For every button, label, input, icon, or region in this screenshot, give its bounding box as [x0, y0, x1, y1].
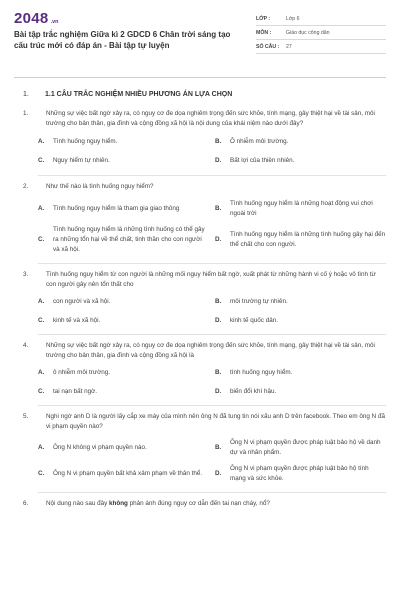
meta-row-class — [256, 12, 386, 26]
logo-suffix: .vn — [50, 19, 59, 25]
option-letter: D. — [215, 236, 222, 243]
option-text: Ô nhiễm môi trường. — [230, 138, 289, 145]
question-separator — [38, 263, 386, 264]
question-3 — [23, 270, 386, 326]
question-5 — [23, 412, 386, 484]
option-c[interactable] — [38, 156, 209, 166]
options — [38, 137, 386, 166]
meta-row-count — [256, 40, 386, 54]
option-letter: B. — [215, 205, 222, 212]
option-d[interactable] — [215, 225, 386, 255]
option-letter: D. — [215, 470, 222, 477]
meta-key: MÔN : — [256, 29, 272, 36]
question-6 — [23, 499, 386, 509]
option-a[interactable] — [38, 438, 209, 458]
option-b[interactable] — [215, 368, 386, 378]
option-text: biến đổi khí hậu. — [230, 388, 277, 395]
option-text: kinh tế và xã hội. — [53, 317, 101, 324]
option-letter: B. — [215, 444, 222, 451]
option-d[interactable] — [215, 156, 386, 166]
option-c[interactable] — [38, 464, 209, 484]
options — [38, 297, 386, 326]
option-d[interactable] — [215, 464, 386, 484]
section-title: 1.1 CÂU TRẮC NGHIỆM NHIỀU PHƯƠNG ÁN LỰA CHỌN — [45, 91, 233, 98]
option-c[interactable] — [38, 316, 209, 326]
option-letter: C. — [38, 317, 45, 324]
option-letter: B. — [215, 298, 222, 305]
option-letter: D. — [215, 157, 222, 164]
question-number: 4. — [23, 342, 29, 349]
option-a[interactable] — [38, 199, 209, 219]
option-text: ô nhiễm môi trường. — [53, 369, 110, 376]
header — [14, 10, 386, 72]
option-text: kinh tế quốc dân. — [230, 317, 278, 324]
header-left — [14, 10, 239, 51]
question-number-spacer — [23, 109, 38, 129]
option-text: Tình huống nguy hiểm là những hoạt động vui chơi ngoài trời — [230, 200, 373, 217]
option-letter: A. — [38, 138, 45, 145]
options — [38, 368, 386, 397]
question-text-emphasis: không — [109, 500, 128, 507]
option-text: Bất lợi của thiên nhiên. — [230, 157, 295, 164]
option-letter: A. — [38, 369, 45, 376]
option-letter: D. — [215, 317, 222, 324]
meta-key: LỚP : — [256, 15, 271, 22]
question-text-pre: Nội dung nào sau đây — [46, 500, 110, 507]
question-number: 3. — [23, 271, 29, 278]
meta-value: Lớp 6 — [286, 15, 300, 22]
meta-key: SỐ CÂU : — [256, 43, 280, 50]
document-title: Bài tập trắc nghiệm Giữa kì 2 GDCD 6 Chân trời sáng tạo cấu trúc mới có đáp án - Bài tập tự luyện — [14, 30, 231, 50]
option-letter: A. — [38, 298, 45, 305]
option-letter: A. — [38, 444, 45, 451]
options — [38, 199, 386, 255]
question-number: 1. — [23, 110, 29, 117]
question-separator — [38, 492, 386, 493]
question-separator — [38, 334, 386, 335]
option-d[interactable] — [215, 316, 386, 326]
question-separator — [38, 405, 386, 406]
option-text: Ông N vi phạm quyền bất khả xâm phạm về thân thể. — [53, 470, 203, 477]
option-letter: C. — [38, 236, 45, 243]
option-text: tình huống nguy hiểm. — [230, 369, 293, 376]
option-text: con người và xã hội. — [53, 298, 111, 305]
meta-value: Giáo dục công dân — [286, 29, 330, 36]
question-text: Tình huống nguy hiểm từ con người là những mối nguy hiểm bất ngờ, xuất phát từ những hành vi cố ý hoặc vô tình từ con người gây nên tổn thất cho — [46, 271, 376, 288]
option-text: tai nạn bất ngờ. — [53, 388, 98, 395]
meta-table — [256, 12, 386, 54]
option-letter: C. — [38, 470, 45, 477]
question-number: 2. — [23, 183, 29, 190]
question-text: Những sự việc bất ngờ xảy ra, có nguy cơ đe dọa nghiêm trọng đến sức khỏe, tính mạng, gây thiệt hại về tài sản, môi trường cho bản thân, gia đình và cộng đồng xã hội là nội dung của khái niệm nào dưới đây? — [46, 110, 375, 127]
option-letter: B. — [215, 138, 222, 145]
option-a[interactable] — [38, 368, 209, 378]
option-text: Ông N không vi phạm quyền nào. — [53, 444, 147, 451]
option-text: Nguy hiểm tự nhiên. — [53, 157, 110, 164]
option-c[interactable] — [38, 387, 209, 397]
option-c[interactable] — [38, 225, 209, 255]
question-text: Như thế nào là tình huống nguy hiểm? — [46, 183, 154, 190]
logo-text: 2048 — [14, 10, 49, 27]
option-letter: B. — [215, 369, 222, 376]
question-4 — [23, 341, 386, 397]
question-2 — [23, 182, 386, 255]
option-d[interactable] — [215, 387, 386, 397]
header-divider — [14, 77, 386, 78]
question-text — [38, 499, 386, 509]
options — [38, 438, 386, 484]
meta-row-subject — [256, 26, 386, 40]
option-text: Ông N vi phạm quyền được pháp luật bảo hộ tính mạng và sức khỏe. — [230, 465, 369, 482]
option-a[interactable] — [38, 137, 209, 147]
section-number: 1. — [23, 91, 29, 98]
option-text: Tình huống nguy hiểm là những tình huống có thể gây ra những tổn hại về thể chất, tinh thần cho con người và xã hội. — [53, 226, 205, 253]
option-text: Ông N vi phạm quyền được pháp luật bảo hộ về danh dự và nhân phẩm. — [230, 439, 381, 456]
question-text: Nghi ngờ anh D là người lấy cắp xe máy của mình nên ông N đã tung tin nói xấu anh D trên facebook. Theo em ông N đã vi phạm quyền nào? — [46, 413, 385, 430]
option-b[interactable] — [215, 137, 386, 147]
question-number: 5. — [23, 413, 29, 420]
site-logo[interactable] — [14, 10, 239, 27]
section-heading — [23, 91, 386, 98]
option-text: Tình huống nguy hiểm là những tình huống gây hại đến thể chất cho con người. — [230, 231, 386, 248]
option-text: Tình huống nguy hiểm. — [53, 138, 118, 145]
question-text: Những sự việc bất ngờ xảy ra, có nguy cơ đe dọa nghiêm trọng đến sức khỏe, tính mạng, gây thiệt hại về tài sản, môi trường cho bản thân, gia đình và cộng đồng xã hội là — [46, 342, 375, 359]
question-separator — [38, 175, 386, 176]
option-letter: D. — [215, 388, 222, 395]
option-text: môi trường tự nhiên. — [230, 298, 288, 305]
question-number: 6. — [23, 500, 29, 507]
option-letter: A. — [38, 205, 45, 212]
option-letter: C. — [38, 157, 45, 164]
question-1 — [23, 109, 386, 166]
option-letter: C. — [38, 388, 45, 395]
question-text-post: phản ánh đúng nguy cơ dẫn đến tai nạn cháy, nổ? — [127, 500, 270, 507]
meta-value: 27 — [286, 43, 292, 50]
option-b[interactable] — [215, 438, 386, 458]
option-b[interactable] — [215, 297, 386, 307]
option-a[interactable] — [38, 297, 209, 307]
option-b[interactable] — [215, 199, 386, 219]
option-text: Tình huống nguy hiểm là tham gia giao thông — [53, 205, 180, 212]
